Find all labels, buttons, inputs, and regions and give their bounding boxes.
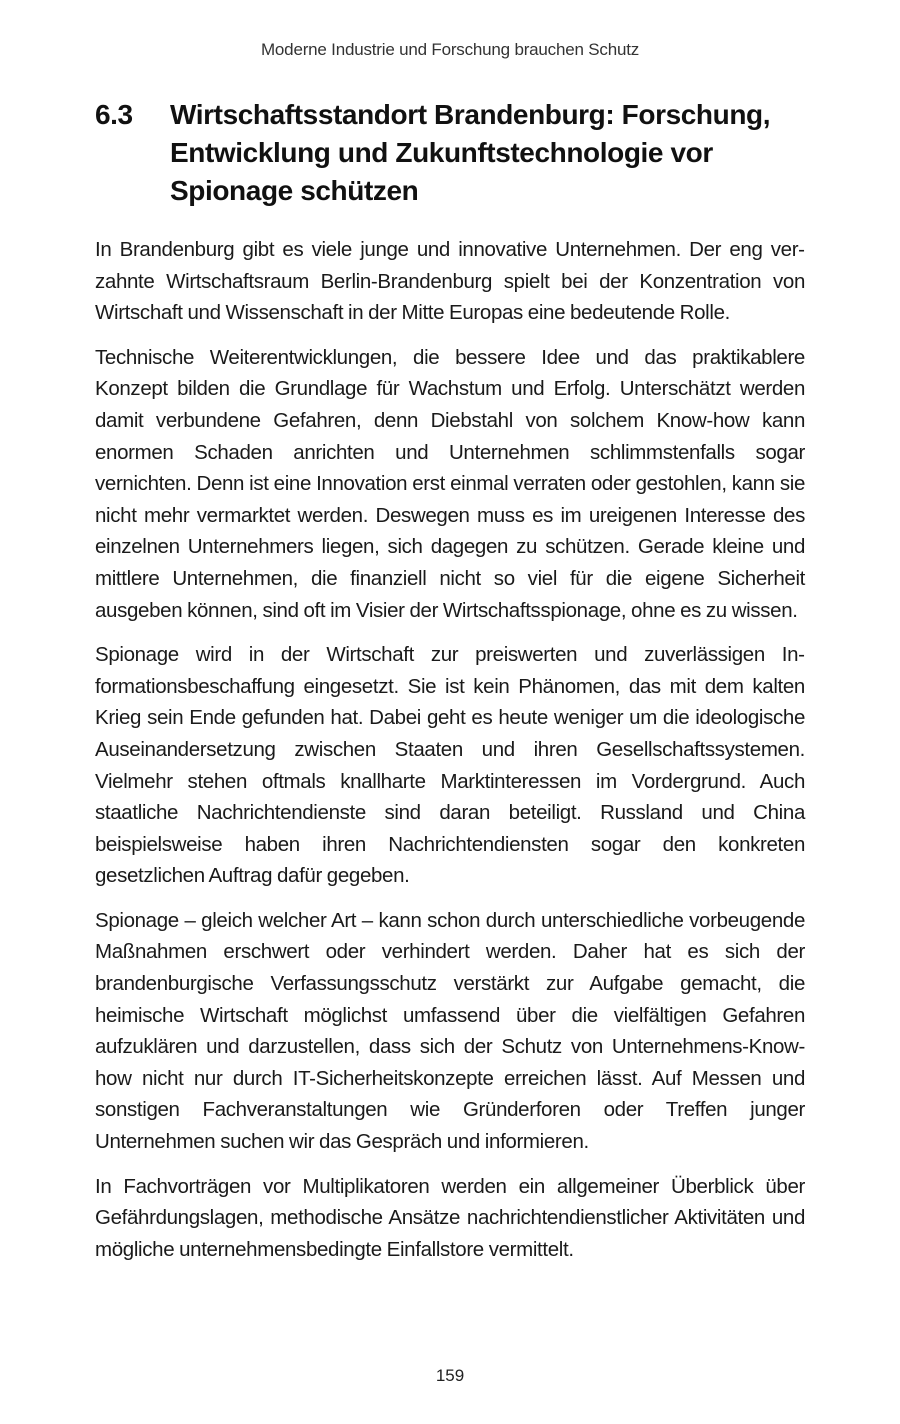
paragraph: Spionage – gleich welcher Art – kann schon durch unterschiedliche vorbeugende Maßnahmen erschwert oder verhindert werden. Daher hat es sich der brandenburgische Verfassungsschutz verstärkt zur Aufgabe gemacht, die heimische Wirtschaft möglichst umfassend über die vielfältigen Gefahren aufzuklären und darzustellen, dass sich der Schutz von Unternehmens-Know-how nicht nur durch IT-Sicherheitskonzepte erreichen lässt. Auf Messen und sonstigen Fachveranstaltungen wie Gründerforen oder Treffen junger Unternehmen suchen wir das Gespräch und informieren. [95,908,805,1154]
section-heading [95,96,815,210]
section-title: Wirtschaftsstandort Brandenburg: Forschung, Entwicklung und Zukunftstechnologie vor Spionage schützen [170,99,771,206]
paragraph: In Brandenburg gibt es viele junge und innovative Unternehmen. Der eng verzahnte Wirtschaftsraum Berlin-Brandenburg spielt bei der Konzentration von Wirtschaft und Wissenschaft in der Mitte Europas eine bedeutende Rolle. [95,238,805,325]
paragraph: Spionage wird in der Wirtschaft zur preiswerten und zuverlässigen Informationsbeschaffung eingesetzt. Sie ist kein Phänomen, das mit dem kalten Krieg sein Ende gefunden hat. Dabei geht es heute weniger um die ideologische Auseinandersetzung zwischen Staaten und ihren Gesellschaftssystemen. Vielmehr stehen oftmals knallharte Marktinteressen im Vordergrund. Auch staatliche Nachrichtendienste sind daran beteiligt. Russland und China beispielsweise haben ihren Nachrichtendiensten sogar den konkreten gesetzlichen Auftrag dafür gegeben. [95,643,805,888]
paragraph: Technische Weiterentwicklungen, die bessere Idee und das praktikablere Konzept bilden die Grundlage für Wachstum und Erfolg. Unterschätzt werden damit verbundene Gefahren, denn Diebstahl von solchem Know-how kann enormen Schaden anrichten und Unternehmen schlimmstenfalls sogar vernichten. Denn ist eine Innovation erst einmal verraten oder gestohlen, kann sie nicht mehr vermarktet werden. Deswegen muss es im ureigenen Interesse des einzelnen Unternehmers liegen, sich dagegen zu schützen. Gerade kleine und mittlere Unternehmen, die finanziell nicht so viel für die eigene Sicherheit ausgeben können, sind oft im Visier der Wirtschaftsspionage, ohne es zu wissen. [95,345,805,622]
page-number: 159 [435,1366,465,1385]
section-number: 6.3 [95,99,133,130]
paragraph: In Fachvorträgen vor Multiplikatoren werden ein allgemeiner Überblick über Gefährdungslagen, methodische Ansätze nachrichtendienstlicher Aktivitäten und mögliche unternehmensbedingte Einfallstore vermittelt. [95,1174,805,1261]
body-text [95,234,805,1278]
running-header: Moderne Industrie und Forschung brauchen Schutz [260,40,640,59]
